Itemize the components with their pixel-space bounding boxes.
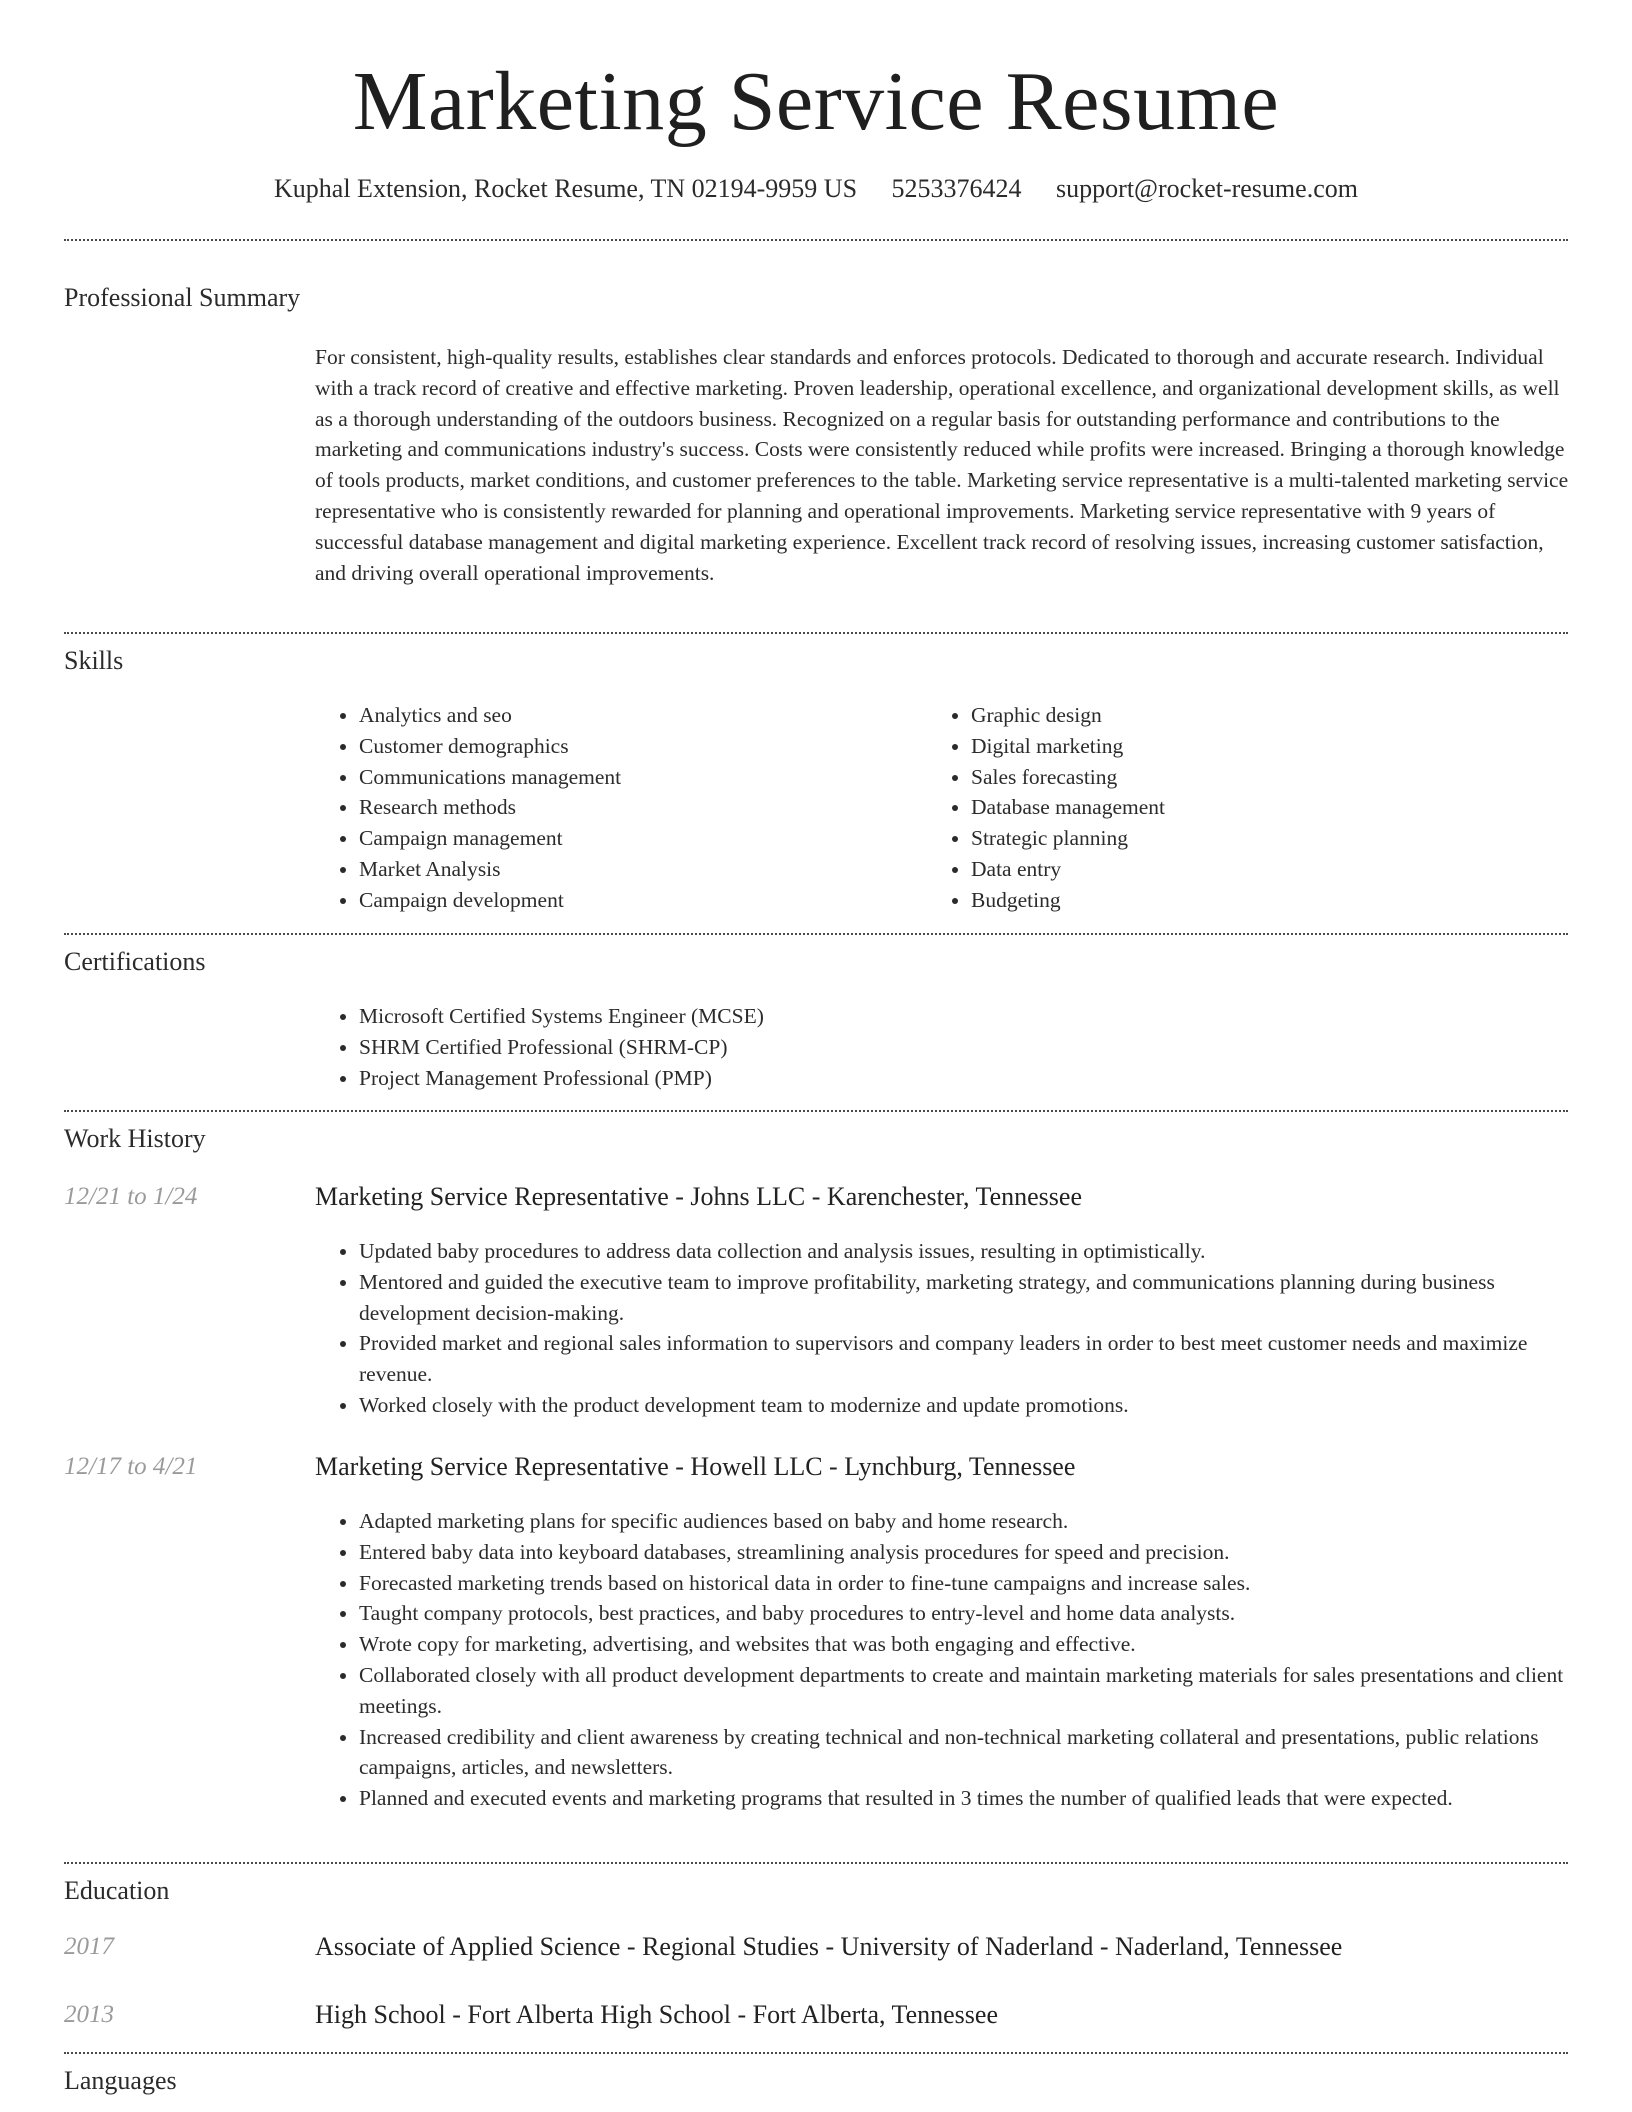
resume-name: Marketing Service Resume — [352, 55, 1280, 148]
job-bullet: • Increased credibility and client awareness by creating technical and non-technical marketing collateral and presentations, public relations campaigns, articles, and newsletters. — [359, 1722, 1569, 1784]
contact-phone: 5253376424 — [891, 174, 1022, 203]
skills-list-right — [927, 700, 1571, 916]
summary-text: For consistent, high-quality results, establishes clear standards and enforces protocols. Dedicated to thorough and accurate research. Individual with a track record of creative and effective marketing. Proven leadership, operational excellence, and organizational development skills, as well as a thorough understanding of the outdoors business. Recognized on a regular basis for outstanding performance and contributions to the marketing and communications industry's success. Costs were consistently reduced while profits were increased. Bringing a thorough knowledge of tools products, market conditions, and customer preferences to the table. Marketing service representative is a multi-talented marketing service representative who is consistently rewarded for planning and operational improvements. Marketing service representative with 9 years of successful database management and digital marketing experience. Excellent track record of resolving issues, increasing customer satisfaction, and driving overall operational improvements. — [315, 345, 1569, 585]
job-title: Marketing Service Representative - Johns LLC - Karenchester, Tennessee — [315, 1182, 1082, 1211]
skill-item: • Sales forecasting — [971, 762, 1571, 793]
section-title-summary: Professional Summary — [64, 283, 301, 312]
job-bullet: • Worked closely with the product development team to modernize and update promotions. — [359, 1390, 1569, 1421]
job-bullets — [315, 1506, 1569, 1814]
skill-item: • Communications management — [359, 762, 919, 793]
skill-item: • Market Analysis — [359, 854, 919, 885]
section-divider — [64, 1862, 1568, 1864]
skill-item: • Customer demographics — [359, 731, 919, 762]
skills-list-left — [315, 700, 919, 916]
education-year: 2017 — [64, 1933, 114, 1960]
job-title: Marketing Service Representative - Howell LLC - Lynchburg, Tennessee — [315, 1452, 1076, 1481]
contact-line — [0, 172, 1632, 206]
section-divider — [64, 239, 1568, 241]
section-title-certifications: Certifications — [64, 947, 206, 976]
certification-item: • Microsoft Certified Systems Engineer (MCSE) — [359, 1001, 1569, 1032]
skill-item: • Research methods — [359, 792, 919, 823]
section-divider — [64, 1110, 1568, 1112]
job-bullet: • Forecasted marketing trends based on historical data in order to fine-tune campaigns and increase sales. — [359, 1568, 1569, 1599]
certifications-list — [315, 1001, 1569, 1093]
contact-address: Kuphal Extension, Rocket Resume, TN 02194-9959 US — [274, 174, 858, 203]
skill-item: • Campaign management — [359, 823, 919, 854]
education-year: 2013 — [64, 2001, 114, 2028]
contact-email[interactable]: support@rocket-resume.com — [1056, 174, 1358, 203]
job-bullet: • Planned and executed events and marketing programs that resulted in 3 times the number of qualified leads that were expected. — [359, 1783, 1569, 1814]
education-title: High School - Fort Alberta High School - Fort Alberta, Tennessee — [315, 2000, 998, 2029]
skill-item: • Database management — [971, 792, 1571, 823]
skill-item: • Data entry — [971, 854, 1571, 885]
skill-item: • Analytics and seo — [359, 700, 919, 731]
job-dates: 12/21 to 1/24 — [64, 1183, 198, 1210]
skill-item: • Digital marketing — [971, 731, 1571, 762]
job-bullet: • Wrote copy for marketing, advertising, and websites that was both engaging and effective. — [359, 1629, 1569, 1660]
job-bullet: • Taught company protocols, best practices, and baby procedures to entry-level and home data analysts. — [359, 1598, 1569, 1629]
section-divider — [64, 632, 1568, 634]
section-divider — [64, 2052, 1568, 2054]
section-title-education: Education — [64, 1876, 170, 1905]
section-title-skills: Skills — [64, 646, 124, 675]
job-dates: 12/17 to 4/21 — [64, 1453, 198, 1480]
job-bullet: • Entered baby data into keyboard databases, streamlining analysis procedures for speed and precision. — [359, 1537, 1569, 1568]
skill-item: • Strategic planning — [971, 823, 1571, 854]
education-title: Associate of Applied Science - Regional Studies - University of Naderland - Naderland, Tennessee — [315, 1932, 1343, 1961]
job-bullet: • Provided market and regional sales information to supervisors and company leaders in order to best meet customer needs and maximize revenue. — [359, 1328, 1569, 1390]
section-title-work: Work History — [64, 1124, 206, 1153]
section-title-languages: Languages — [64, 2066, 177, 2095]
section-divider — [64, 933, 1568, 935]
certification-item: • SHRM Certified Professional (SHRM-CP) — [359, 1032, 1569, 1063]
job-bullet: • Collaborated closely with all product development departments to create and maintain marketing materials for sales presentations and client meetings. — [359, 1660, 1569, 1722]
skill-item: • Budgeting — [971, 885, 1571, 916]
certification-item: • Project Management Professional (PMP) — [359, 1063, 1569, 1094]
job-bullet: • Updated baby procedures to address data collection and analysis issues, resulting in optimistically. — [359, 1236, 1569, 1267]
job-bullet: • Adapted marketing plans for specific audiences based on baby and home research. — [359, 1506, 1569, 1537]
skill-item: • Campaign development — [359, 885, 919, 916]
job-bullets — [315, 1236, 1569, 1421]
job-bullet: • Mentored and guided the executive team to improve profitability, marketing strategy, and communications planning during business development decision-making. — [359, 1267, 1569, 1329]
skill-item: • Graphic design — [971, 700, 1571, 731]
